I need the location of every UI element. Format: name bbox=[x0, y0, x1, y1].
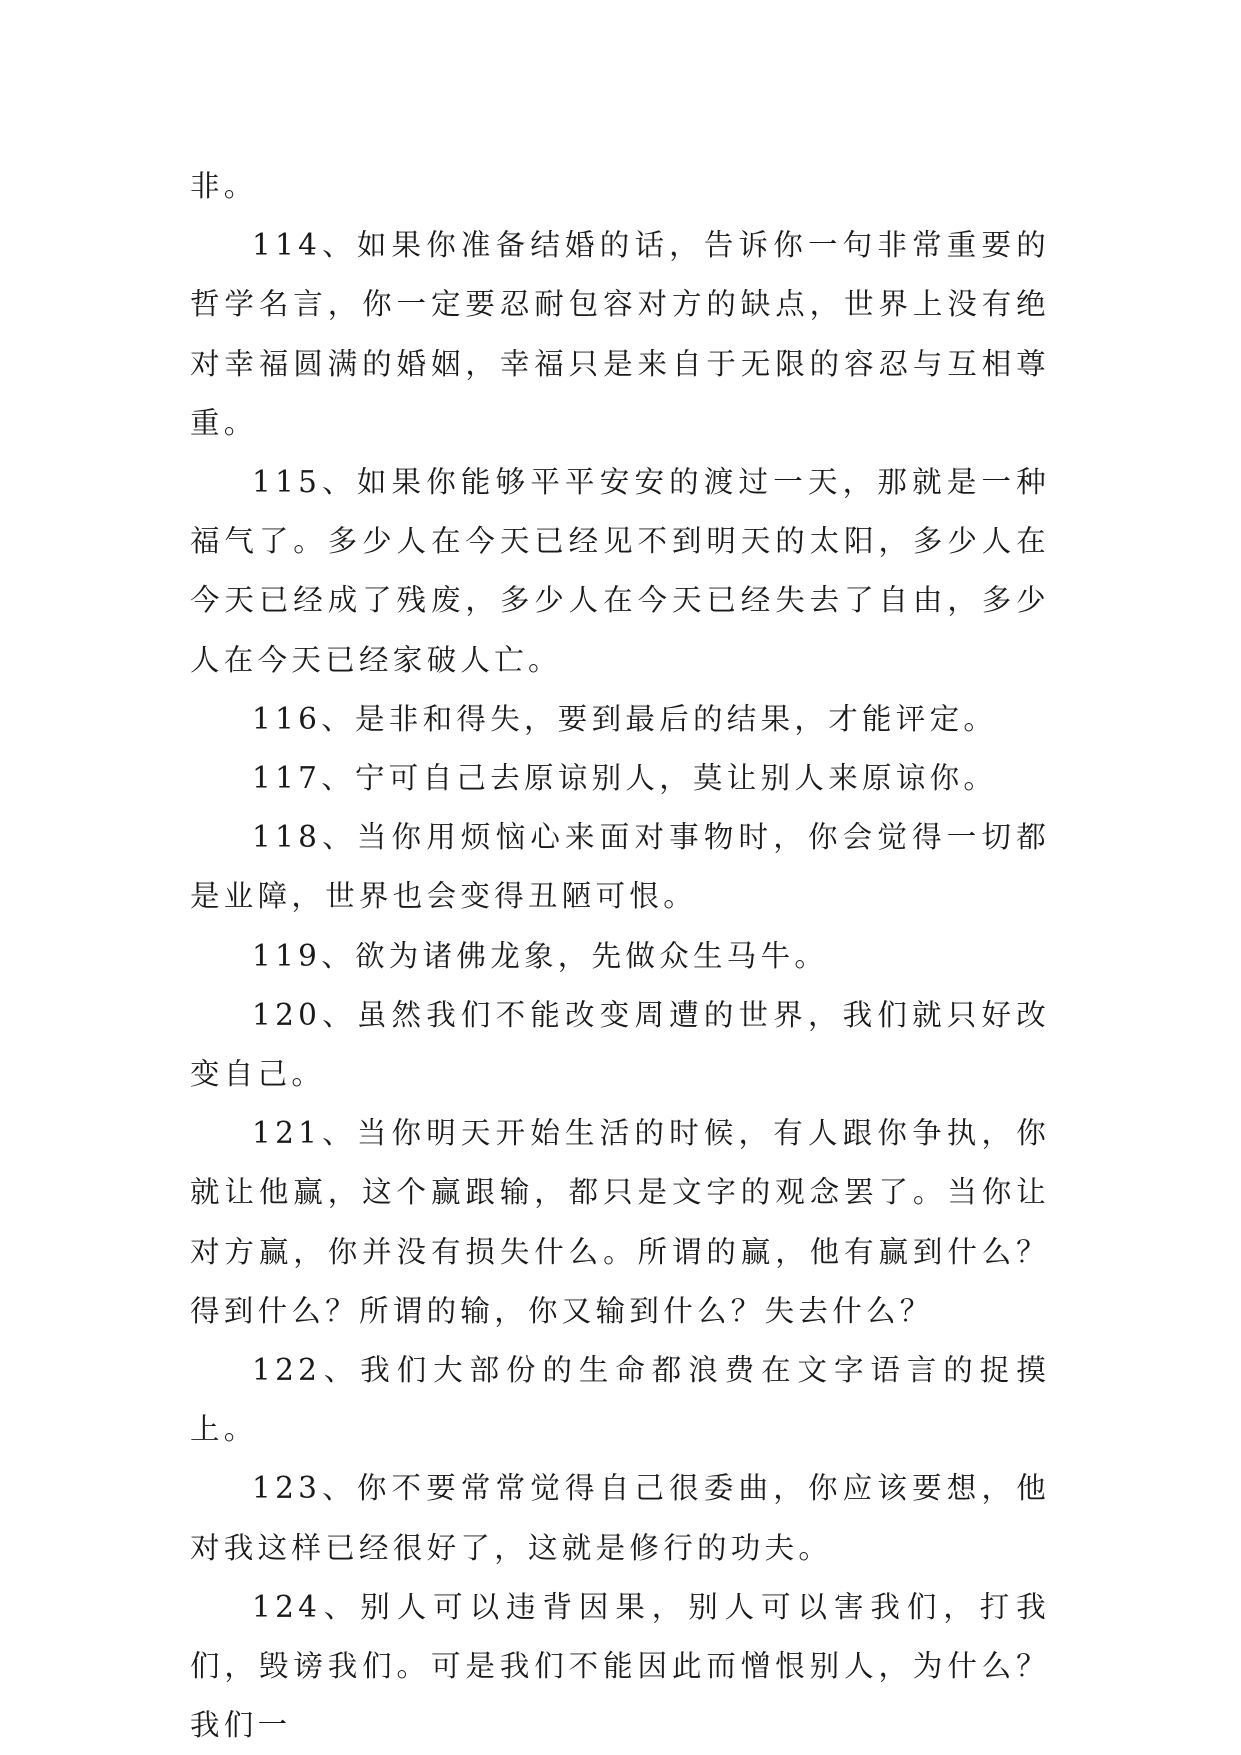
paragraph-123: 123、你不要常常觉得自己很委曲，你应该要想，他对我这样已经很好了，这就是修行的功夫。 bbox=[190, 1471, 1050, 1565]
paragraph-122: 122、我们大部份的生命都浪费在文字语言的捉摸上。 bbox=[190, 1353, 1050, 1447]
paragraph-115: 115、如果你能够平平安安的渡过一天，那就是一种福气了。多少人在今天已经见不到明天的太阳，多少人在今天已经成了残废，多少人在今天已经失去了自由，多少人在今天已经家破人亡。 bbox=[190, 465, 1050, 677]
paragraph-117: 117、宁可自己去原谅别人，莫让别人来原谅你。 bbox=[252, 761, 998, 796]
paragraph-120: 120、虽然我们不能改变周遭的世界，我们就只好改变自己。 bbox=[190, 997, 1050, 1092]
paragraph-114: 114、如果你准备结婚的话，告诉你一句非常重要的哲学名言，你一定要忍耐包容对方的缺点，世界上没有绝对幸福圆满的婚姻，幸福只是来自于无限的容忍与互相尊重。 bbox=[190, 228, 1050, 440]
paragraph-continuation: 非。 bbox=[190, 169, 258, 203]
paragraph-119: 119、欲为诸佛龙象，先做众生马牛。 bbox=[252, 938, 829, 973]
paragraph-124: 124、别人可以违背因果，别人可以害我们，打我们，毁谤我们。可是我们不能因此而憎恨别人，为什么？我们一 bbox=[190, 1589, 1050, 1743]
paragraph-118: 118、当你用烦恼心来面对事物时，你会觉得一切都是业障，世界也会变得丑陋可恨。 bbox=[190, 820, 1050, 914]
paragraph-121: 121、当你明天开始生活的时候，有人跟你争执，你就让他赢，这个赢跟输，都只是文字的观念罢了。当你让对方赢，你并没有损失什么。所谓的赢，他有赢到什么？得到什么？所谓的输，你又输到什么？失去什么？ bbox=[190, 1116, 1050, 1328]
document-body bbox=[190, 157, 1050, 1755]
paragraph-116: 116、是非和得失，要到最后的结果，才能评定。 bbox=[252, 701, 998, 736]
